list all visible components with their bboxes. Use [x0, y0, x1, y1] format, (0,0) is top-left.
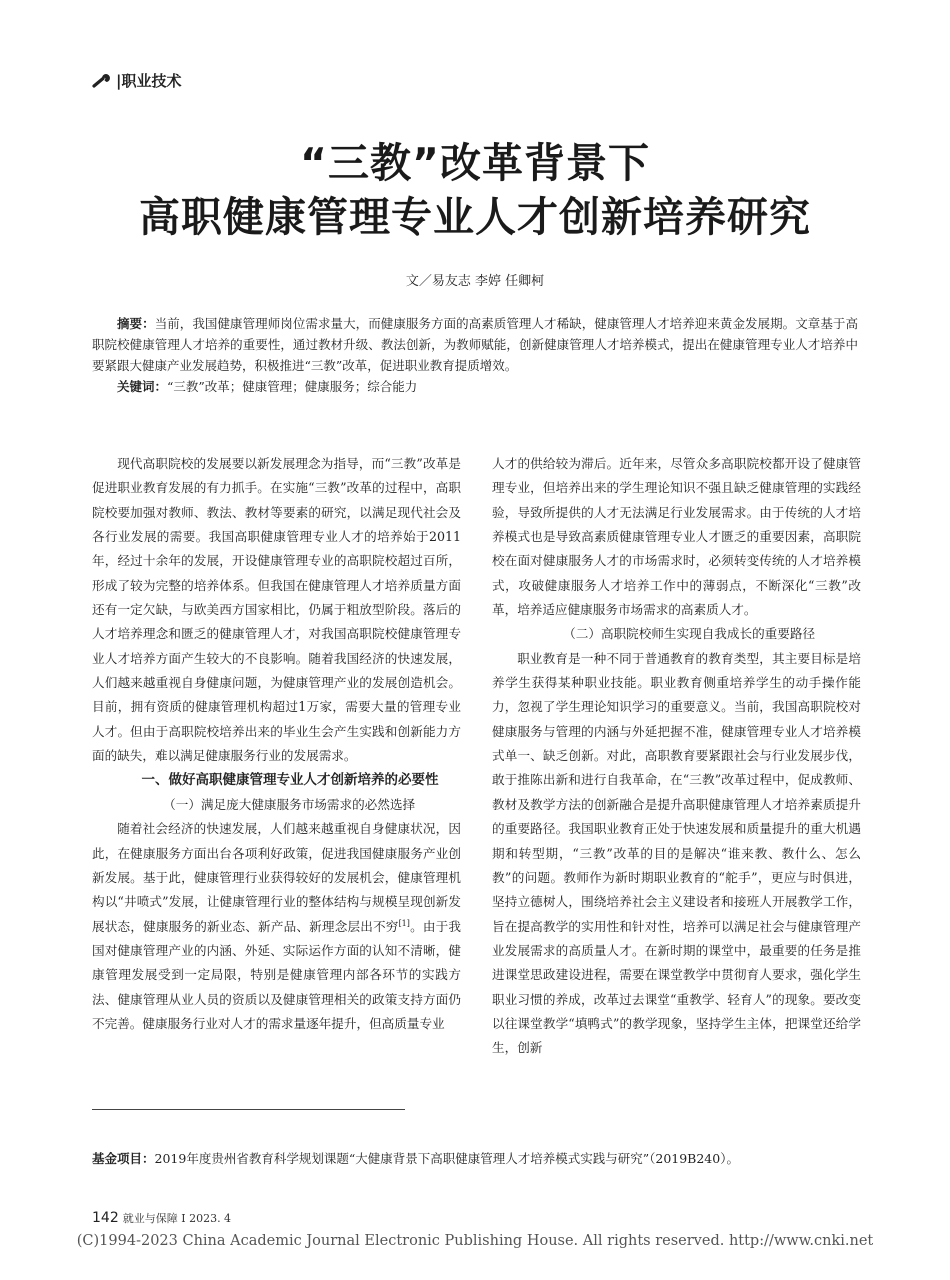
keywords-label: 关键词：: [117, 379, 168, 394]
right-column: [492, 452, 861, 1061]
section-header: [92, 70, 182, 91]
title-line-2: 高职健康管理专业人才创新培养研究: [139, 193, 811, 241]
abstract-label: 摘要：: [117, 316, 155, 331]
wrench-icon: [92, 73, 112, 89]
authors: 文／易友志 李婷 任卿柯: [405, 274, 545, 289]
continued-paragraph: 人才的供给较为滞后。近年来，尽管众多高职院校都开设了健康管理专业，但培养出来的学生理论知识不强且缺乏健康管理的实践经验，导致所提供的人才无法满足行业发展需求。由于传统的人才培养模式也是导致高素质健康管理专业人才匮乏的重要因素，高职院校在面对健康服务人才的市场需求时，必须转变传统的人才培养模式，攻破健康服务人才培养工作中的薄弱点，不断深化“三教”改革，培养适应健康服务市场需求的高素质人才。: [492, 456, 861, 618]
abstract-block: [92, 313, 858, 397]
copyright-line: (C)1994-2023 China Academic Journal Electronic Publishing House. All rights reserved. http://www.cnki.net: [76, 1233, 874, 1249]
body-paragraph: 职业教育是一种不同于普通教育的教育类型，其主要目标是培养学生获得某种职业技能。职业教育侧重培养学生的动手操作能力，忽视了学生理论知识学习的重要意义。当前，我国高职院校对健康服务与管理的内涵与外延把握不准，健康管理专业人才培养模式单一、缺乏创新。对此，高职教育要紧跟社会与行业发展步伐，敢于推陈出新和进行自我革命，在“三教”改革过程中，促成教师、教材及教学方法的创新融合是提升高职健康管理人才培养素质提升的重要路径。我国职业教育正处于快速发展和质量提升的重大机遇期和转型期，“三教”改革的目的是解决“谁来教、教什么、怎么教”的问题。教师作为新时期职业教育的“舵手”，更应与时俱进，坚持立德树人，围绕培养社会主义建设者和接班人开展教学工作，旨在提高教学的实用性和针对性，培养可以满足社会与健康管理产业发展需求的高质量人才。在新时期的课堂中，最重要的任务是推进课堂思政建设进程，需要在课堂教学中贯彻育人要求，强化学生职业习惯的养成，改革过去课堂“重教学、轻育人”的现象。要改变以往课堂教学“填鸭式”的教学现象，坚持学生主体，把课堂还给学生，创新: [492, 650, 861, 1056]
section-heading-1: 一、做好高职健康管理专业人才创新培养的必要性: [141, 772, 439, 789]
footnote-divider: [92, 1109, 405, 1110]
abstract-text: 当前，我国健康管理师岗位需求量大，而健康服务方面的高素质管理人才稀缺，健康管理人才培养迎来黄金发展期。文章基于高职院校健康管理人才培养的重要性，通过教材升级、教法创新，为教师赋能，创新健康管理人才培养模式，提出在健康管理专业人才培养中要紧跟大健康产业发展趋势，积极推进“三教”改革，促进职业教育提质增效。: [92, 316, 858, 373]
funding-text: 2019年度贵州省教育科学规划课题“大健康背景下高职健康管理人才培养模式实践与研究”（2019B240）。: [154, 1151, 739, 1166]
section-label: |职业技术: [116, 72, 182, 90]
subsection-heading-2: （二）高职院校师生实现自我成长的重要路径: [563, 626, 816, 642]
left-column: [92, 452, 461, 1036]
body-paragraph: 随着社会经济的快速发展，人们越来越重视自身健康状况，因此，在健康服务方面出台各项利好政策，促进我国健康服务产业创新发展。基于此，健康管理行业获得较好的发展机会，健康管理机构以“井喷式”发展，让健康管理行业的整体结构与规模呈现创新发展状态，健康服务的新业态、新产品、新理念层出不穷[1]。由于我国对健康管理产业的内涵、外延、实际运作方面的认知不清晰，健康管理发展受到一定局限，特别是健康管理内部各环节的实践方法、健康管理从业人员的资质以及健康管理相关的政策支持方面仍不完善。健康服务行业对人才的需求量逐年提升，但高质量专业: [92, 821, 461, 1031]
subsection-heading-1: （一）满足庞大健康服务市场需求的必然选择: [163, 796, 416, 812]
funding-note: [92, 1149, 739, 1167]
citation-marker: [1]: [398, 918, 410, 928]
journal-issue: 就业与保障 I 2023. 4: [122, 1212, 232, 1225]
title-line-1: “三教”改革背景下: [300, 139, 650, 187]
page-footer: [92, 1210, 231, 1226]
page-number: 142: [92, 1210, 119, 1226]
article-title: [0, 136, 950, 244]
intro-paragraph: 现代高职院校的发展要以新发展理念为指导，而“三教”改革是促进职业教育发展的有力抓手。在实施“三教”改革的过程中，高职院校要加强对教师、教法、教材等要素的研究，以满足现代社会及各行业发展的需要。我国高职健康管理专业人才的培养始于2011年，经过十余年的发展，开设健康管理专业的高职院校超过百所，形成了较为完整的培养体系。但我国在健康管理人才培养质量方面还有一定欠缺，与欧美西方国家相比，仍属于粗放型阶段。落后的人才培养理念和匮乏的健康管理人才，对我国高职院校健康管理专业人才培养方面产生较大的不良影响。随着我国经济的快速发展，人们越来越重视自身健康问题，为健康管理产业的发展创造机会。目前，拥有资质的健康管理机构超过1万家，需要大量的管理专业人才。但由于高职院校培养出来的毕业生会产生实践和创新能力方面的缺失，难以满足健康服务行业的发展需求。: [92, 456, 461, 764]
keywords-text: “三教”改革；健康管理；健康服务；综合能力: [167, 379, 418, 394]
funding-label: 基金项目：: [92, 1151, 155, 1166]
